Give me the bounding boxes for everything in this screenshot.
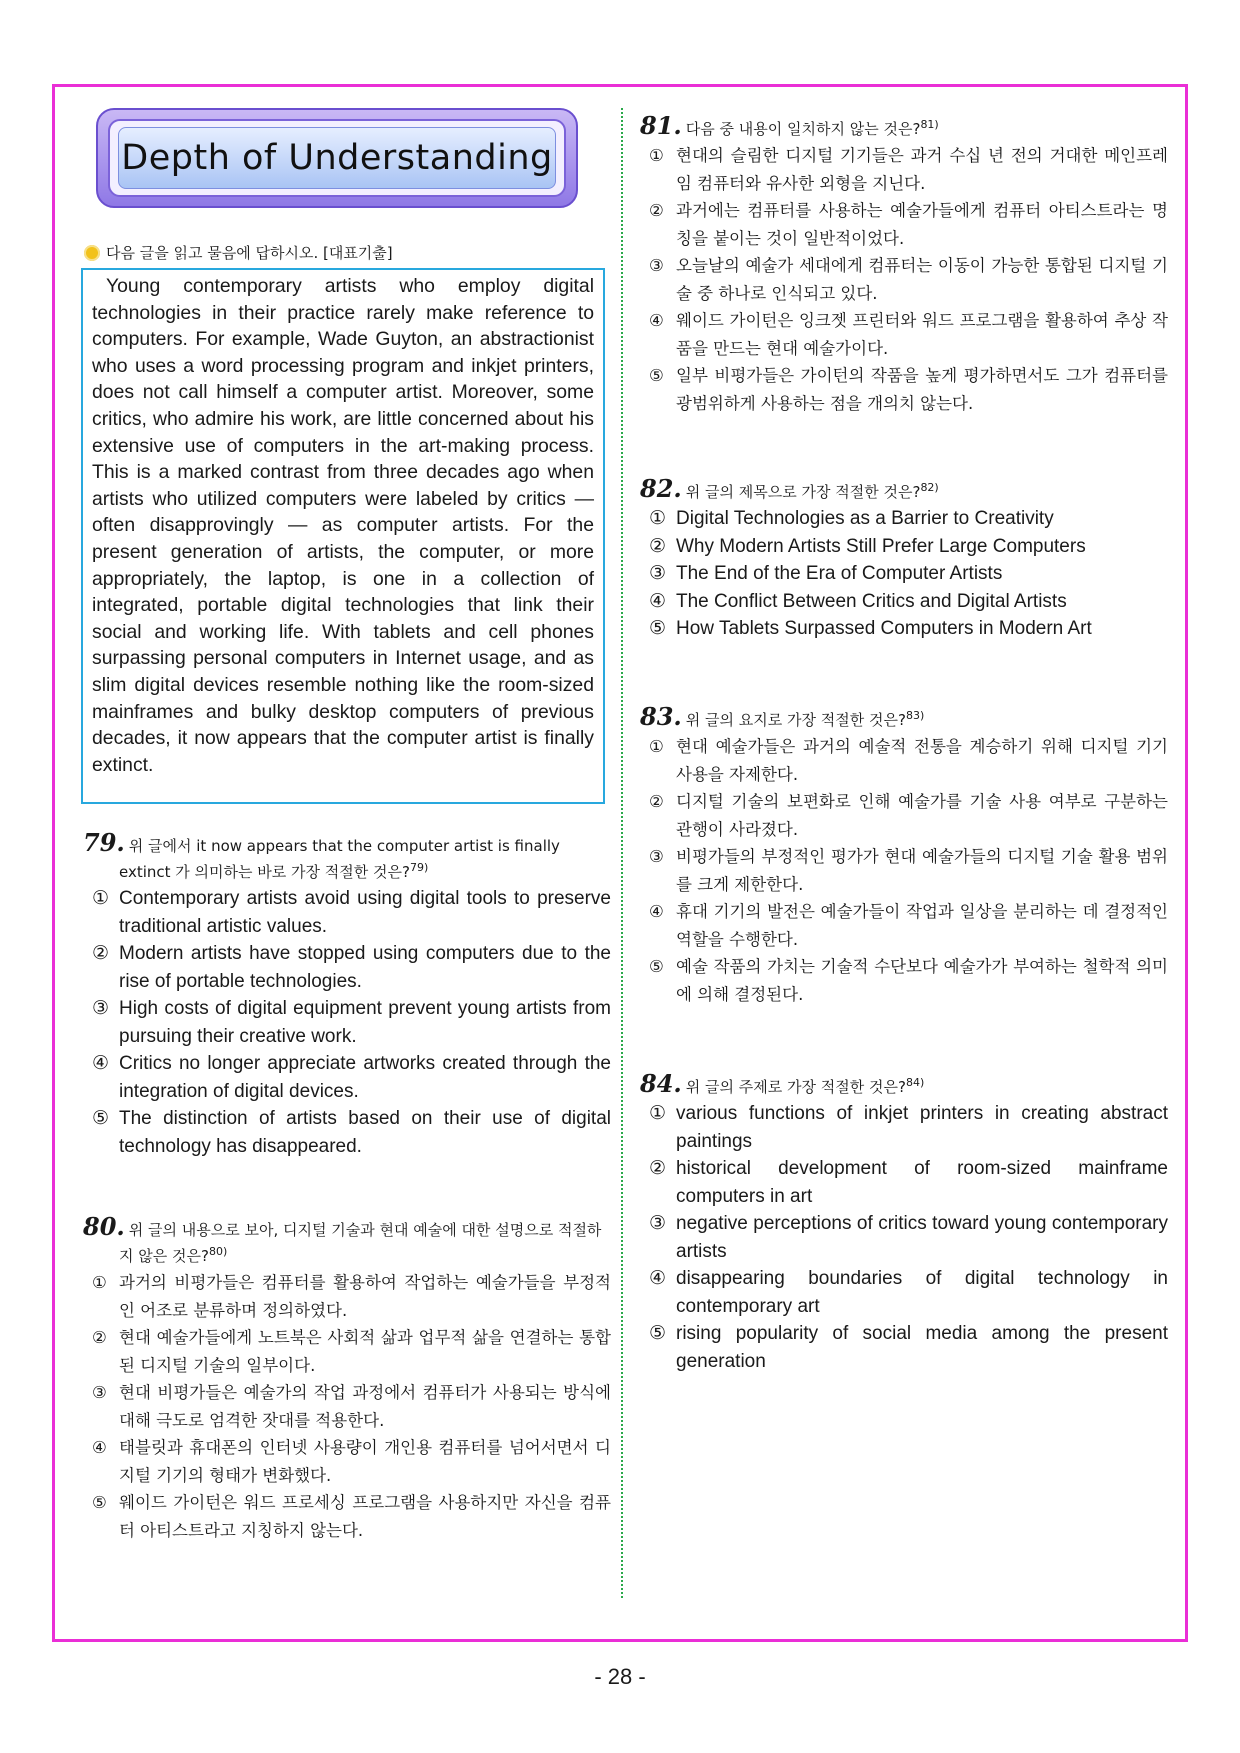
option-1[interactable] (640, 505, 1168, 533)
option-mark: ③ (649, 1213, 667, 1234)
option-5[interactable] (640, 615, 1168, 643)
option-text: 과거에는 컴퓨터를 사용하는 예술가들에게 컴퓨터 아티스트라는 명칭을 붙이는 것이 일반적이었다. (676, 201, 1168, 248)
option-3[interactable] (640, 560, 1168, 588)
option-mark: ⑤ (649, 618, 667, 639)
option-mark: ⑤ (649, 366, 664, 385)
footnote-ref: 84) (905, 1076, 925, 1089)
option-3[interactable] (640, 252, 1168, 307)
option-2[interactable] (640, 788, 1168, 843)
option-text: High costs of digital equipment prevent young artists from pursuing their creative work. (119, 998, 611, 1047)
option-mark: ③ (92, 1383, 107, 1402)
question-stem (640, 111, 1168, 140)
question-text: 다음 중 내용이 일치하지 않는 것은? (685, 120, 921, 138)
page-title: Depth of Understanding (121, 138, 553, 178)
option-mark: ⑤ (649, 1323, 667, 1344)
option-3[interactable] (83, 1379, 611, 1434)
question-stem (83, 1212, 611, 1267)
option-mark: ① (92, 1273, 107, 1292)
question-text: 위 글에서 it now appears that the computer artist is finally extinct 가 의미하는 바로 가장 적절한 것은? (119, 837, 560, 881)
question-80 (83, 1212, 611, 1544)
option-3[interactable] (640, 843, 1168, 898)
option-mark: ⑤ (649, 957, 664, 976)
title-banner-inner (118, 127, 556, 189)
option-mark: ④ (649, 590, 667, 612)
options-list (640, 142, 1168, 417)
option-2[interactable] (83, 940, 611, 995)
option-mark: ⑤ (92, 1493, 107, 1512)
option-2[interactable] (640, 533, 1168, 561)
question-82 (640, 474, 1168, 643)
option-mark: ① (649, 146, 664, 165)
option-text: The distinction of artists based on their use of digital technology has disappeared. (119, 1108, 611, 1157)
option-text: disappearing boundaries of digital technology in contemporary art (676, 1268, 1168, 1317)
option-mark: ⑤ (92, 1108, 110, 1129)
option-text: 현대의 슬림한 디지털 기기들은 과거 수십 년 전의 거대한 메인프레임 컴퓨터와 유사한 외형을 지닌다. (676, 146, 1168, 193)
option-text: Contemporary artists avoid using digital tools to preserve traditional artistic values. (119, 888, 611, 937)
option-mark: ② (649, 201, 664, 220)
flower-bullet-icon (84, 245, 100, 261)
option-1[interactable] (640, 142, 1168, 197)
title-banner-frame (108, 119, 566, 197)
option-4[interactable] (640, 307, 1168, 362)
option-5[interactable] (640, 1320, 1168, 1375)
option-1[interactable] (640, 733, 1168, 788)
option-mark: ③ (649, 256, 664, 275)
option-text: The End of the Era of Computer Artists (676, 563, 1003, 584)
option-mark: ① (649, 1103, 667, 1124)
option-mark: ① (649, 737, 664, 756)
option-text: 현대 비평가들은 예술가의 작업 과정에서 컴퓨터가 사용되는 방식에 대해 극도로 엄격한 잣대를 적용한다. (119, 1383, 611, 1430)
option-3[interactable] (83, 995, 611, 1050)
options-list (640, 505, 1168, 643)
option-mark: ④ (92, 1438, 107, 1457)
option-text: Digital Technologies as a Barrier to Creativity (676, 508, 1054, 529)
options-list (640, 1100, 1168, 1375)
option-mark: ④ (649, 902, 664, 921)
instruction-line (84, 242, 393, 263)
question-number: 80. (83, 1212, 125, 1241)
option-1[interactable] (640, 1100, 1168, 1155)
option-mark: ④ (649, 1268, 667, 1289)
option-text: 비평가들의 부정적인 평가가 현대 예술가들의 디지털 기술 활용 범위를 크게 제한한다. (676, 847, 1168, 894)
option-mark: ③ (649, 563, 667, 584)
option-text: 현대 예술가들에게 노트북은 사회적 삶과 업무적 삶을 연결하는 통합된 디지털 기술의 일부이다. (119, 1328, 611, 1375)
question-text: 위 글의 내용으로 보아, 디지털 기술과 현대 예술에 대한 설명으로 적절하지 않은 것은? (119, 1221, 602, 1265)
option-2[interactable] (640, 1155, 1168, 1210)
option-4[interactable] (83, 1434, 611, 1489)
question-stem (640, 702, 1168, 731)
option-text: Modern artists have stopped using computers due to the rise of portable technologies. (119, 943, 611, 992)
option-1[interactable] (83, 1269, 611, 1324)
footnote-ref: 82) (920, 481, 939, 494)
option-mark: ③ (649, 847, 664, 866)
option-5[interactable] (83, 1489, 611, 1544)
option-4[interactable] (640, 1265, 1168, 1320)
option-text: 일부 비평가들은 가이턴의 작품을 높게 평가하면서도 그가 컴퓨터를 광범위하게 사용하는 점을 개의치 않는다. (676, 366, 1168, 413)
option-text: rising popularity of social media among the present generation (676, 1323, 1168, 1372)
option-mark: ④ (649, 311, 664, 330)
option-mark: ① (92, 888, 110, 909)
question-83 (640, 702, 1168, 1008)
option-mark: ① (649, 508, 667, 529)
option-mark: ② (92, 943, 110, 964)
option-mark: ② (649, 1158, 667, 1179)
option-4[interactable] (640, 588, 1168, 616)
option-mark: ② (92, 1328, 107, 1347)
option-4[interactable] (83, 1050, 611, 1105)
question-stem (83, 828, 611, 883)
question-79 (83, 828, 611, 1160)
option-text: Why Modern Artists Still Prefer Large Computers (676, 535, 1086, 557)
footnote-ref: 80) (208, 1245, 228, 1258)
page-number: - 28 - (594, 1664, 646, 1689)
option-mark: ② (649, 792, 664, 811)
title-banner (96, 108, 578, 208)
question-number: 82. (640, 474, 682, 503)
option-5[interactable] (83, 1105, 611, 1160)
option-text: Critics no longer appreciate artworks created through the integration of digital devices. (119, 1053, 611, 1102)
footnote-ref: 79) (409, 861, 429, 874)
question-number: 83. (640, 702, 682, 731)
option-text: 현대 예술가들은 과거의 예술적 전통을 계승하기 위해 디지털 기기 사용을 자제한다. (676, 737, 1168, 784)
question-stem (640, 474, 1168, 503)
option-text: 태블릿과 휴대폰의 인터넷 사용량이 개인용 컴퓨터를 넘어서면서 디지털 기기의 형태가 변화했다. (119, 1438, 611, 1485)
options-list (640, 733, 1168, 1008)
column-divider (621, 108, 623, 1598)
option-1[interactable] (83, 885, 611, 940)
question-number: 84. (640, 1069, 682, 1098)
option-mark: ④ (92, 1053, 110, 1074)
option-3[interactable] (640, 1210, 1168, 1265)
option-4[interactable] (640, 898, 1168, 953)
option-5[interactable] (640, 362, 1168, 417)
option-mark: ② (649, 535, 667, 557)
option-text: 오늘날의 예술가 세대에게 컴퓨터는 이동이 가능한 통합된 디지털 기술 중 하나로 인식되고 있다. (676, 256, 1168, 303)
reading-passage: Young contemporary artists who employ digital technologies in their practice rarely make reference to computers. For example, Wade Guyton, an abstractionist who uses a word processing program and inkjet printers, does not call himself a computer artist. Moreover, some critics, who admire his work, are little concerned about his extensive use of computers in the art-making process. This is a marked contrast from three decades ago when artists who utilized computers were labeled by critics — often disapprovingly — as computer artists. For the present generation of artists, the computer, or more appropriately, the laptop, is one in a collection of integrated, portable digital technologies that link their social and working life. With tablets and cell phones surpassing personal computers in Internet usage, and as slim digital devices resemble nothing like the room-sized mainframes and bulky desktop computers of previous decades, it now appears that the computer artist is finally extinct. (81, 268, 605, 804)
option-text: 예술 작품의 가치는 기술적 수단보다 예술가가 부여하는 철학적 의미에 의해 결정된다. (676, 957, 1168, 1004)
option-text: The Conflict Between Critics and Digital Artists (676, 590, 1067, 612)
option-text: historical development of room-sized mainframe computers in art (676, 1158, 1168, 1207)
option-text: 웨이드 가이턴은 워드 프로세싱 프로그램을 사용하지만 자신을 컴퓨터 아티스트라고 지칭하지 않는다. (119, 1493, 611, 1540)
option-text: How Tablets Surpassed Computers in Modern Art (676, 618, 1092, 639)
option-text: various functions of inkjet printers in creating abstract paintings (676, 1103, 1168, 1152)
instruction-text: 다음 글을 읽고 물음에 답하시오. [대표기출] (106, 244, 393, 262)
question-number: 79. (83, 828, 125, 857)
option-text: 휴대 기기의 발전은 예술가들이 작업과 일상을 분리하는 데 결정적인 역할을 수행한다. (676, 902, 1168, 949)
option-text: negative perceptions of critics toward young contemporary artists (676, 1213, 1168, 1262)
option-text: 과거의 비평가들은 컴퓨터를 활용하여 작업하는 예술가들을 부정적인 어조로 분류하며 정의하였다. (119, 1273, 611, 1320)
option-mark: ③ (92, 998, 110, 1019)
options-list (83, 885, 611, 1160)
options-list (83, 1269, 611, 1544)
footnote-ref: 83) (905, 709, 925, 722)
question-text: 위 글의 요지로 가장 적절한 것은? (685, 711, 906, 729)
option-5[interactable] (640, 953, 1168, 1008)
question-stem (640, 1069, 1168, 1098)
footnote-ref: 81) (920, 118, 939, 131)
question-number: 81. (640, 111, 682, 140)
option-text: 웨이드 가이턴은 잉크젯 프린터와 워드 프로그램을 활용하여 추상 작품을 만드는 현대 예술가이다. (676, 311, 1168, 358)
question-text: 위 글의 주제로 가장 적절한 것은? (685, 1078, 906, 1096)
option-2[interactable] (640, 197, 1168, 252)
question-81 (640, 111, 1168, 417)
question-text: 위 글의 제목으로 가장 적절한 것은? (685, 483, 921, 501)
question-84 (640, 1069, 1168, 1375)
option-text: 디지털 기술의 보편화로 인해 예술가를 기술 사용 여부로 구분하는 관행이 사라졌다. (676, 792, 1168, 839)
option-2[interactable] (83, 1324, 611, 1379)
